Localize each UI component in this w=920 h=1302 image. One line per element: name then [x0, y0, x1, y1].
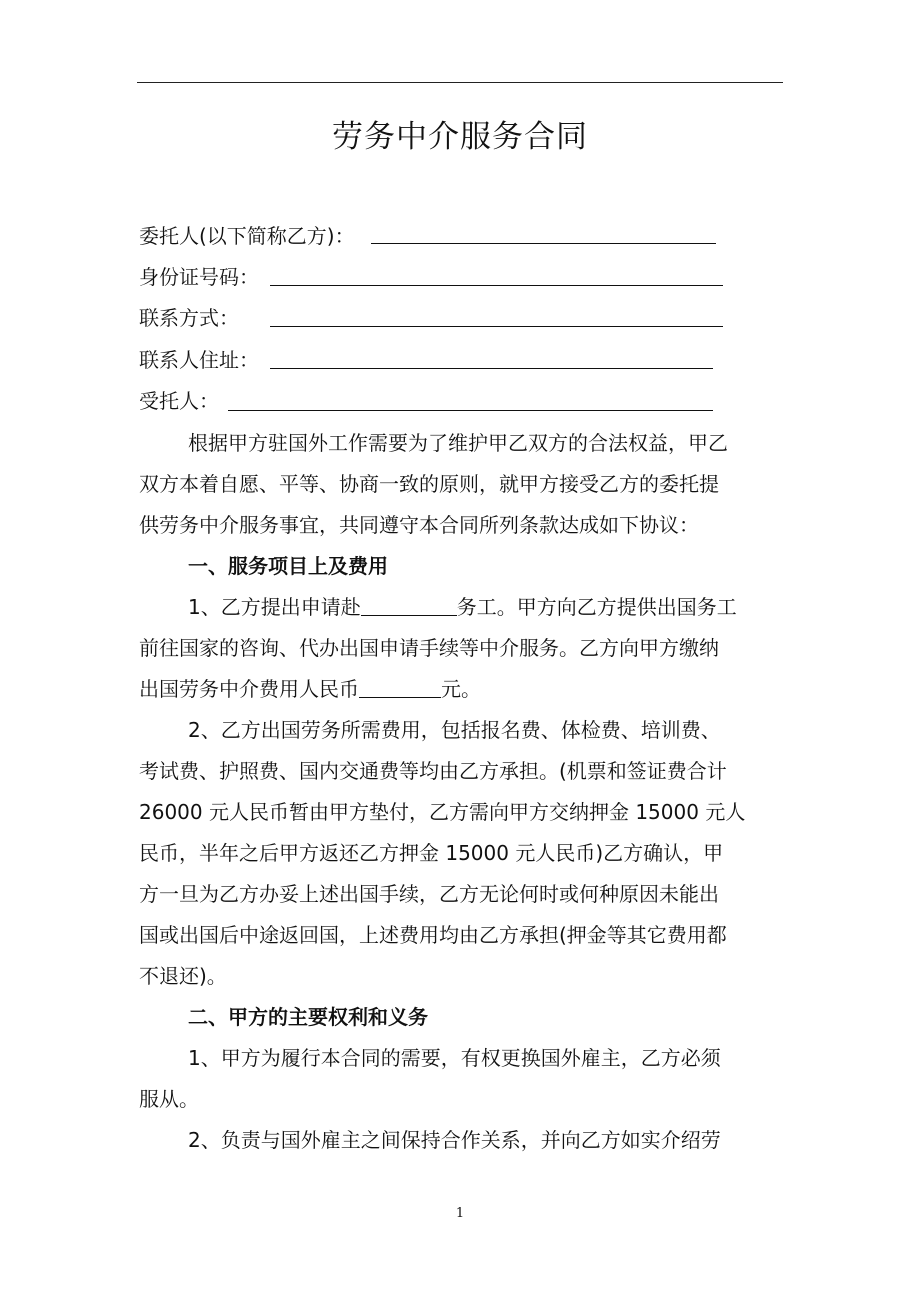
clause-text: 出国劳务中介费用人民币 [139, 677, 359, 701]
fee-blank [359, 675, 441, 698]
field-client-blank [371, 243, 716, 244]
clause-line: 前往国家的咨询、代办出国申请手续等中介服务。乙方向甲方缴纳 [139, 636, 719, 660]
field-label: 委托人(以下简称乙方)： [139, 224, 355, 248]
clause-line: 民币，半年之后甲方返还乙方押金 15000 元人民币)乙方确认，甲 [139, 841, 724, 865]
field-label: 联系方式： [139, 306, 239, 330]
field-label: 联系人住址： [139, 348, 259, 372]
field-contact [139, 298, 239, 338]
field-contact-blank [270, 326, 723, 327]
intro-line: 双方本着自愿、平等、协商一致的原则，就甲方接受乙方的委托提 [139, 472, 719, 496]
clause-line: 方一旦为乙方办妥上述出国手续，乙方无论何时或何种原因未能出 [139, 882, 719, 906]
header-rule [137, 82, 783, 83]
clause-text: 务工。甲方向乙方提供出国务工 [456, 595, 737, 619]
field-label: 受托人： [139, 389, 219, 413]
clause-line [139, 587, 784, 628]
clause-line: 1、甲方为履行本合同的需要，有权更换国外雇主，乙方必须 [188, 1046, 721, 1070]
section-heading: 二、甲方的主要权利和义务 [188, 1005, 428, 1029]
field-agent [139, 381, 219, 421]
clause-line: 国或出国后中途返回国，上述费用均由乙方承担(押金等其它费用都 [139, 923, 727, 947]
clause-line: 不退还)。 [139, 964, 227, 988]
field-address [139, 340, 259, 380]
page-number: 1 [455, 1206, 465, 1221]
field-label: 身份证号码： [139, 265, 259, 289]
field-agent-blank [228, 410, 713, 411]
clause-line: 2、乙方出国劳务所需费用，包括报名费、体检费、培训费、 [188, 718, 721, 742]
clause-line: 考试费、护照费、国内交通费等均由乙方承担。(机票和签证费合计 [139, 759, 727, 783]
field-client [139, 216, 355, 256]
clause-line [139, 669, 784, 710]
contract-body [139, 423, 784, 1161]
clause-line: 服从。 [139, 1087, 199, 1111]
clause-line: 2、负责与国外雇主之间保持合作关系，并向乙方如实介绍劳 [188, 1128, 721, 1152]
field-id-number [139, 257, 259, 297]
field-address-blank [270, 368, 713, 369]
clause-text: 元。 [441, 677, 481, 701]
clause-line: 26000 元人民币暂由甲方垫付，乙方需向甲方交纳押金 15000 元人 [139, 800, 746, 824]
intro-line: 根据甲方驻国外工作需要为了维护甲乙双方的合法权益，甲乙 [188, 431, 728, 455]
clause-text: 1、乙方提出申请赴 [188, 595, 361, 619]
destination-blank [361, 593, 457, 616]
field-id-number-blank [270, 285, 723, 286]
document-title: 劳务中介服务合同 [332, 119, 588, 155]
intro-line: 供劳务中介服务事宜，共同遵守本合同所列条款达成如下协议： [139, 513, 699, 537]
section-heading: 一、服务项目上及费用 [188, 554, 388, 578]
